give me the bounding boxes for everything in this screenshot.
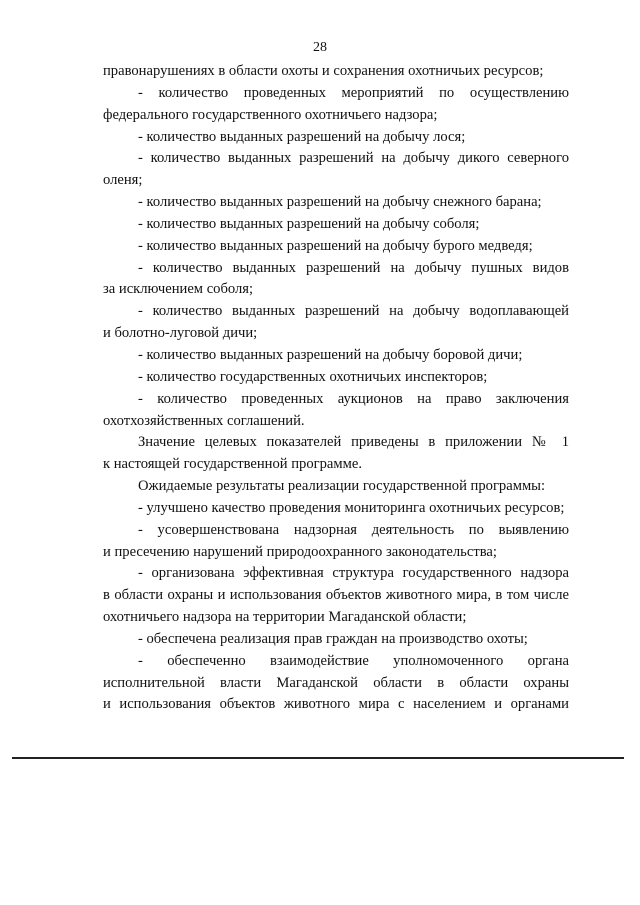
text-line: - количество проведенных аукционов на право заключения [138, 390, 569, 407]
text-line: исполнительной власти Магаданской области в области охраны [103, 674, 569, 691]
text-line: - количество выданных разрешений на добычу лося; [138, 128, 466, 145]
text-line: оленя; [103, 172, 143, 189]
text-line: - количество выданных разрешений на добычу соболя; [138, 215, 480, 232]
text-line: - усовершенствована надзорная деятельность по выявлению [138, 521, 569, 538]
text-line: - обеспеченно взаимодействие уполномоченного органа [138, 652, 569, 669]
text-line: и болотно-луговой дичи; [103, 325, 258, 342]
text-line: - количество выданных разрешений на добычу бурого медведя; [138, 237, 533, 254]
text-line: - количество выданных разрешений на добычу водоплавающей [138, 303, 569, 320]
text-line: охотхозяйственных соглашений. [103, 412, 305, 429]
text-line: федерального государственного охотничьего надзора; [103, 106, 438, 123]
text-line: за исключением соболя; [103, 281, 254, 298]
text-line: в области охраны и использования объектов животного мира, в том числе [103, 587, 569, 604]
text-line: и пресечению нарушений природоохранного законодательства; [103, 543, 497, 560]
text-line: - количество выданных разрешений на добычу дикого северного [138, 150, 569, 167]
page-number: 28 [313, 40, 327, 55]
text-line: Значение целевых показателей приведены в приложении № 1 [138, 434, 569, 451]
text-line: охотничьего надзора на территории Магаданской области; [103, 609, 467, 626]
text-line: Ожидаемые результаты реализации государственной программы: [138, 478, 546, 495]
text-line: правонарушениях в области охоты и сохранения охотничьих ресурсов; [103, 63, 544, 79]
text-line: - количество выданных разрешений на добычу пушных видов [138, 259, 569, 276]
page-separator [12, 757, 624, 759]
text-line: - количество выданных разрешений на добычу боровой дичи; [138, 346, 523, 363]
text-line: - обеспечена реализация прав граждан на производство охоты; [138, 630, 528, 647]
text-line: - улучшено качество проведения мониторинга охотничьих ресурсов; [138, 499, 565, 516]
text-line: и использования объектов животного мира с населением и органами [103, 696, 569, 713]
document-body [103, 61, 569, 716]
text-line: - организована эффективная структура государственного надзора [138, 565, 569, 582]
text-line: к настоящей государственной программе. [103, 456, 363, 473]
text-line: - количество проведенных мероприятий по осуществлению [138, 84, 569, 101]
text-line: - количество государственных охотничьих инспекторов; [138, 368, 488, 385]
text-line: - количество выданных разрешений на добычу снежного барана; [138, 194, 542, 211]
